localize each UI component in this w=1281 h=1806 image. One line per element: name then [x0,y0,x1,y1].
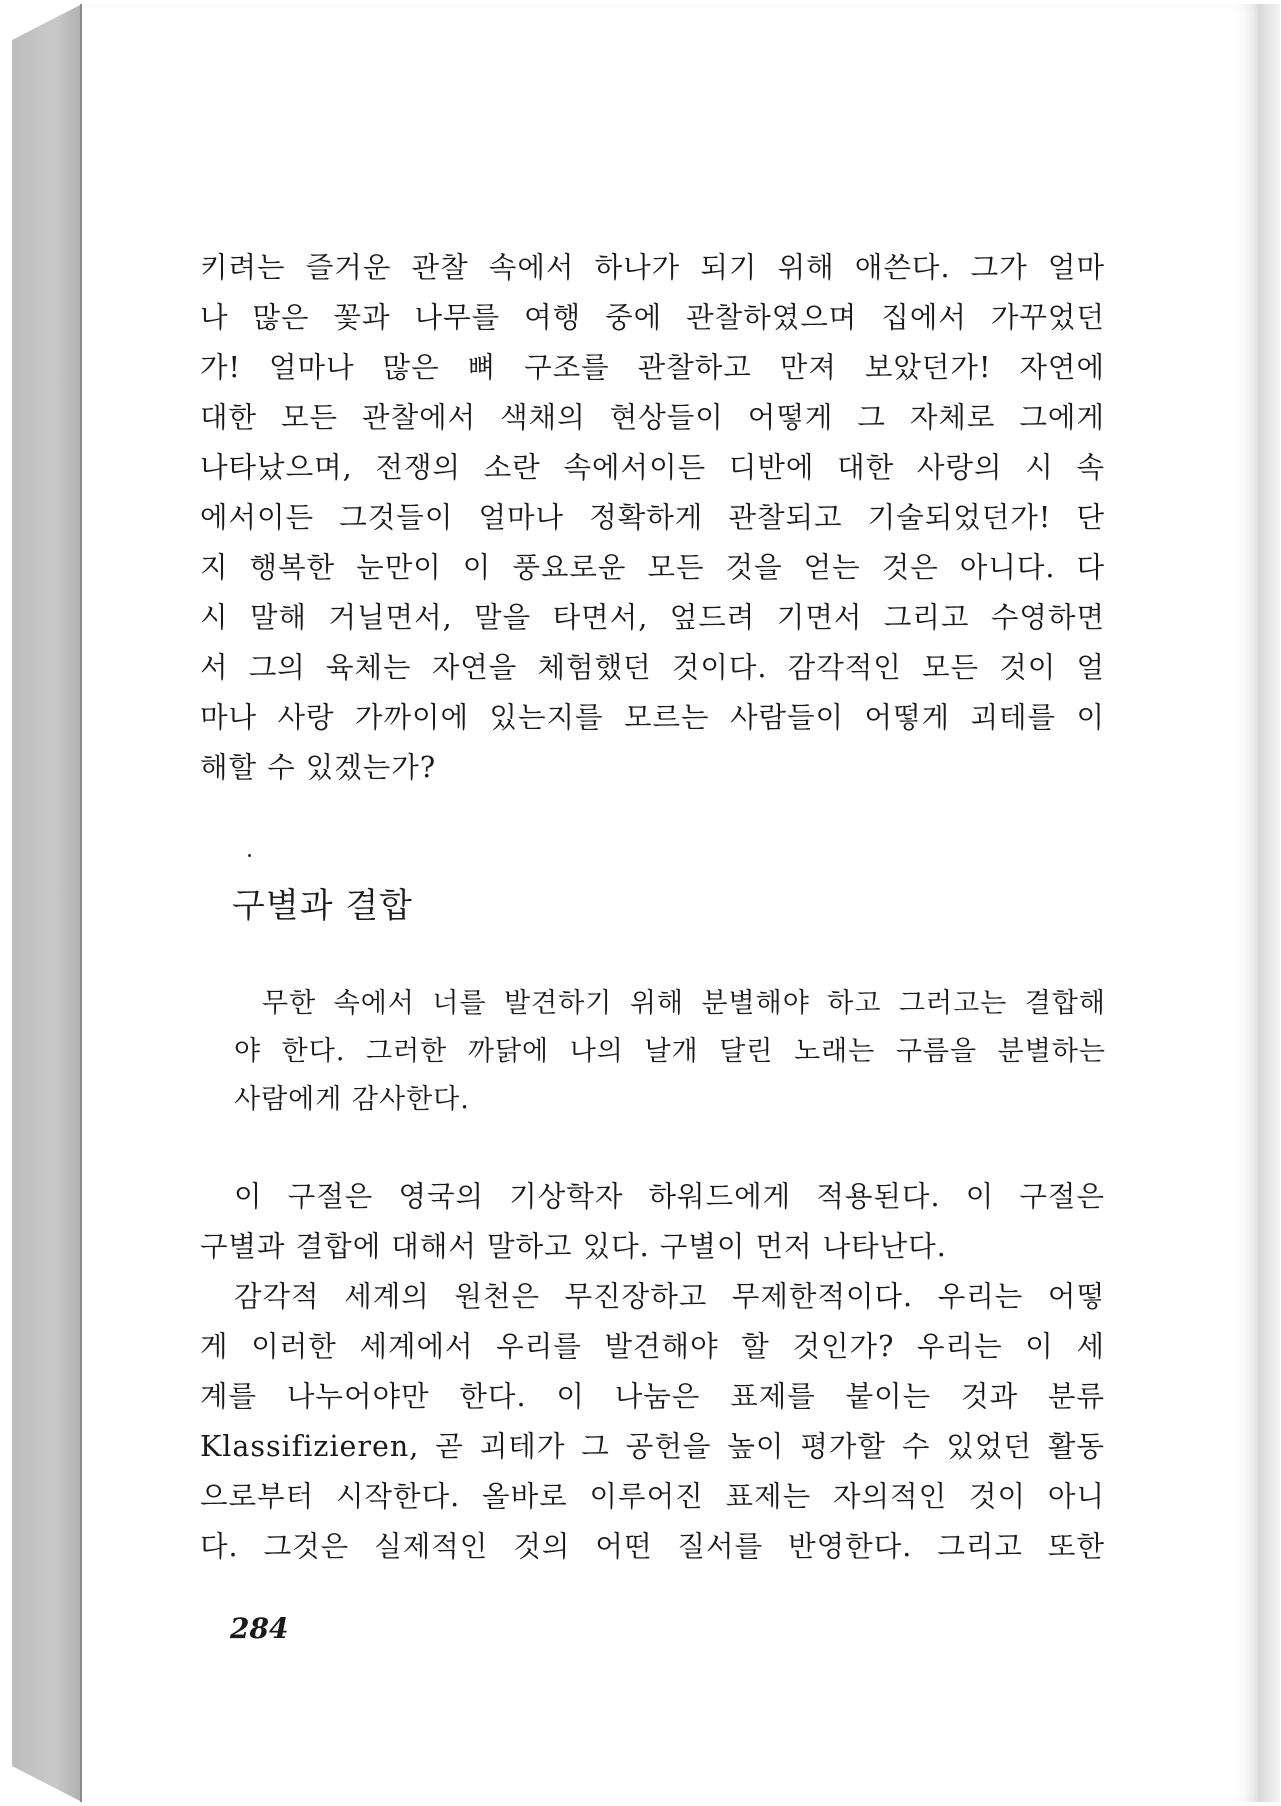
page-edge-shadow [1258,4,1280,1802]
text-line: 시 말해 거닐면서, 말을 타면서, 엎드려 기면서 그리고 수영하면 [200,601,1105,634]
text-line: 감각적 세계의 원천은 무진장하고 무제한적이다. 우리는 어떻 [234,1280,1105,1313]
paragraph-1 [200,243,1105,793]
scan-speck [248,854,251,857]
text-line: 이 구절은 영국의 기상학자 하워드에게 적용된다. 이 구절은 [234,1180,1105,1213]
text-line: 으로부터 시작한다. 올바로 이루어진 표제는 자의적인 것이 아니 [200,1480,1105,1513]
text-line: 지 행복한 눈만이 이 풍요로운 모든 것을 얻는 것은 아니다. 다 [200,551,1105,584]
paragraph-2 [200,1172,1105,1572]
text-line: 구별과 결합에 대해서 말하고 있다. 구별이 먼저 나타난다. [200,1230,947,1263]
text-line: 키려는 즐거운 관찰 속에서 하나가 되기 위해 애쓴다. 그가 얼마 [200,251,1105,284]
text-line: 서 그의 육체는 자연을 체험했던 것이다. 감각적인 모든 것이 얼 [200,651,1105,684]
quote-line: 야 한다. 그러한 까닭에 나의 날개 달린 노래는 구름을 분별하는 [234,1036,1106,1067]
quote-line: 사람에게 감사한다. [234,1084,470,1115]
section-heading: 구별과 결합 [232,886,414,926]
quote-block [234,980,1106,1124]
text-line: 나 많은 꽃과 나무를 여행 중에 관찰하였으며 집에서 가꾸었던 [200,301,1105,334]
quote-line: 무한 속에서 너를 발견하기 위해 분별해야 하고 그러고는 결합해 [262,988,1106,1019]
text-line: Klassifizieren, 곧 괴테가 그 공헌을 높이 평가할 수 있었던 활동 [200,1430,1105,1463]
text-line: 마나 사랑 가까이에 있는지를 모르는 사람들이 어떻게 괴테를 이 [200,701,1105,734]
text-line: 해할 수 있겠는가? [200,751,437,784]
book-spine [12,4,82,1802]
text-line: 게 이러한 세계에서 우리를 발견해야 할 것인가? 우리는 이 세 [200,1330,1105,1363]
text-line: 다. 그것은 실제적인 것의 어떤 질서를 반영한다. 그리고 또한 [200,1530,1105,1563]
text-line: 계를 나누어야만 한다. 이 나눔은 표제를 붙이는 것과 분류 [200,1380,1105,1413]
text-line: 나타났으며, 전쟁의 소란 속에서이든 디반에 대한 사랑의 시 속 [200,451,1105,484]
text-line: 에서이든 그것들이 얼마나 정확하게 관찰되고 기술되었던가! 단 [200,501,1105,534]
text-line: 가! 얼마나 많은 뼈 구조를 관찰하고 만져 보았던가! 자연에 [200,351,1105,384]
page-number: 284 [230,1612,289,1645]
text-line: 대한 모든 관찰에서 색채의 현상들이 어떻게 그 자체로 그에게 [200,401,1105,434]
